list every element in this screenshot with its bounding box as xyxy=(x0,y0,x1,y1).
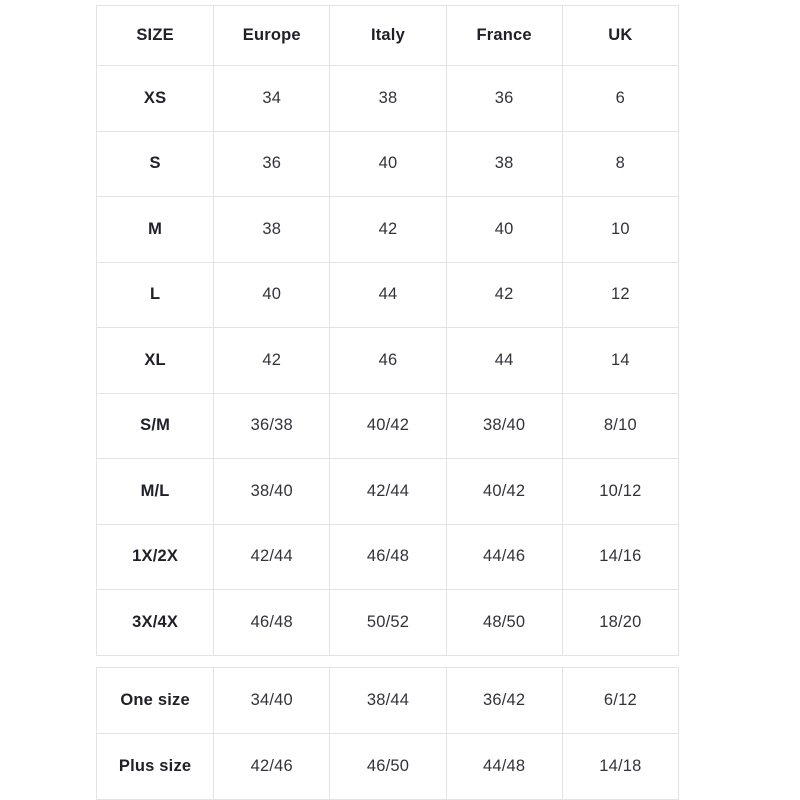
cell-europe: 40 xyxy=(214,262,330,328)
column-header-italy: Italy xyxy=(330,6,446,66)
table-row xyxy=(97,328,679,394)
cell-italy: 40 xyxy=(330,131,446,197)
row-label: M xyxy=(97,197,214,263)
cell-europe: 34/40 xyxy=(214,668,330,734)
row-label: XS xyxy=(97,66,214,132)
table-header-row xyxy=(97,6,679,66)
cell-france: 38 xyxy=(446,131,562,197)
cell-france: 48/50 xyxy=(446,590,562,656)
cell-europe: 42/46 xyxy=(214,734,330,800)
cell-uk: 14 xyxy=(562,328,678,394)
cell-italy: 42 xyxy=(330,197,446,263)
cell-uk: 14/18 xyxy=(562,734,678,800)
cell-europe: 38/40 xyxy=(214,459,330,525)
table-row xyxy=(97,66,679,132)
table-row xyxy=(97,131,679,197)
column-header-france: France xyxy=(446,6,562,66)
row-label: 3X/4X xyxy=(97,590,214,656)
cell-italy: 44 xyxy=(330,262,446,328)
row-label-one-size: One size xyxy=(97,668,214,734)
cell-france: 42 xyxy=(446,262,562,328)
table-row xyxy=(97,197,679,263)
cell-france: 36/42 xyxy=(446,668,562,734)
cell-italy: 42/44 xyxy=(330,459,446,525)
cell-france: 36 xyxy=(446,66,562,132)
cell-italy: 40/42 xyxy=(330,393,446,459)
cell-uk: 10/12 xyxy=(562,459,678,525)
cell-france: 38/40 xyxy=(446,393,562,459)
row-label: M/L xyxy=(97,459,214,525)
cell-europe: 36 xyxy=(214,131,330,197)
table-row xyxy=(97,590,679,656)
cell-uk: 12 xyxy=(562,262,678,328)
cell-uk: 18/20 xyxy=(562,590,678,656)
cell-france: 44/48 xyxy=(446,734,562,800)
cell-italy: 38/44 xyxy=(330,668,446,734)
cell-europe: 34 xyxy=(214,66,330,132)
cell-uk: 6 xyxy=(562,66,678,132)
row-label-plus-size: Plus size xyxy=(97,734,214,800)
size-conversion-table xyxy=(96,5,679,656)
cell-uk: 8 xyxy=(562,131,678,197)
cell-italy: 38 xyxy=(330,66,446,132)
column-header-uk: UK xyxy=(562,6,678,66)
cell-france: 40/42 xyxy=(446,459,562,525)
cell-france: 40 xyxy=(446,197,562,263)
cell-italy: 46/50 xyxy=(330,734,446,800)
cell-italy: 46 xyxy=(330,328,446,394)
table-row xyxy=(97,734,679,800)
cell-france: 44 xyxy=(446,328,562,394)
cell-europe: 42 xyxy=(214,328,330,394)
cell-italy: 50/52 xyxy=(330,590,446,656)
cell-uk: 6/12 xyxy=(562,668,678,734)
column-header-size: SIZE xyxy=(97,6,214,66)
cell-italy: 46/48 xyxy=(330,524,446,590)
row-label: XL xyxy=(97,328,214,394)
row-label: S xyxy=(97,131,214,197)
row-label: L xyxy=(97,262,214,328)
cell-europe: 42/44 xyxy=(214,524,330,590)
table-row xyxy=(97,459,679,525)
cell-uk: 14/16 xyxy=(562,524,678,590)
one-size-plus-size-table xyxy=(96,667,679,800)
table-row xyxy=(97,262,679,328)
column-header-europe: Europe xyxy=(214,6,330,66)
table-row xyxy=(97,668,679,734)
row-label: 1X/2X xyxy=(97,524,214,590)
cell-uk: 10 xyxy=(562,197,678,263)
table-row xyxy=(97,524,679,590)
cell-france: 44/46 xyxy=(446,524,562,590)
cell-europe: 46/48 xyxy=(214,590,330,656)
cell-europe: 36/38 xyxy=(214,393,330,459)
table-row xyxy=(97,393,679,459)
row-label: S/M xyxy=(97,393,214,459)
cell-europe: 38 xyxy=(214,197,330,263)
cell-uk: 8/10 xyxy=(562,393,678,459)
